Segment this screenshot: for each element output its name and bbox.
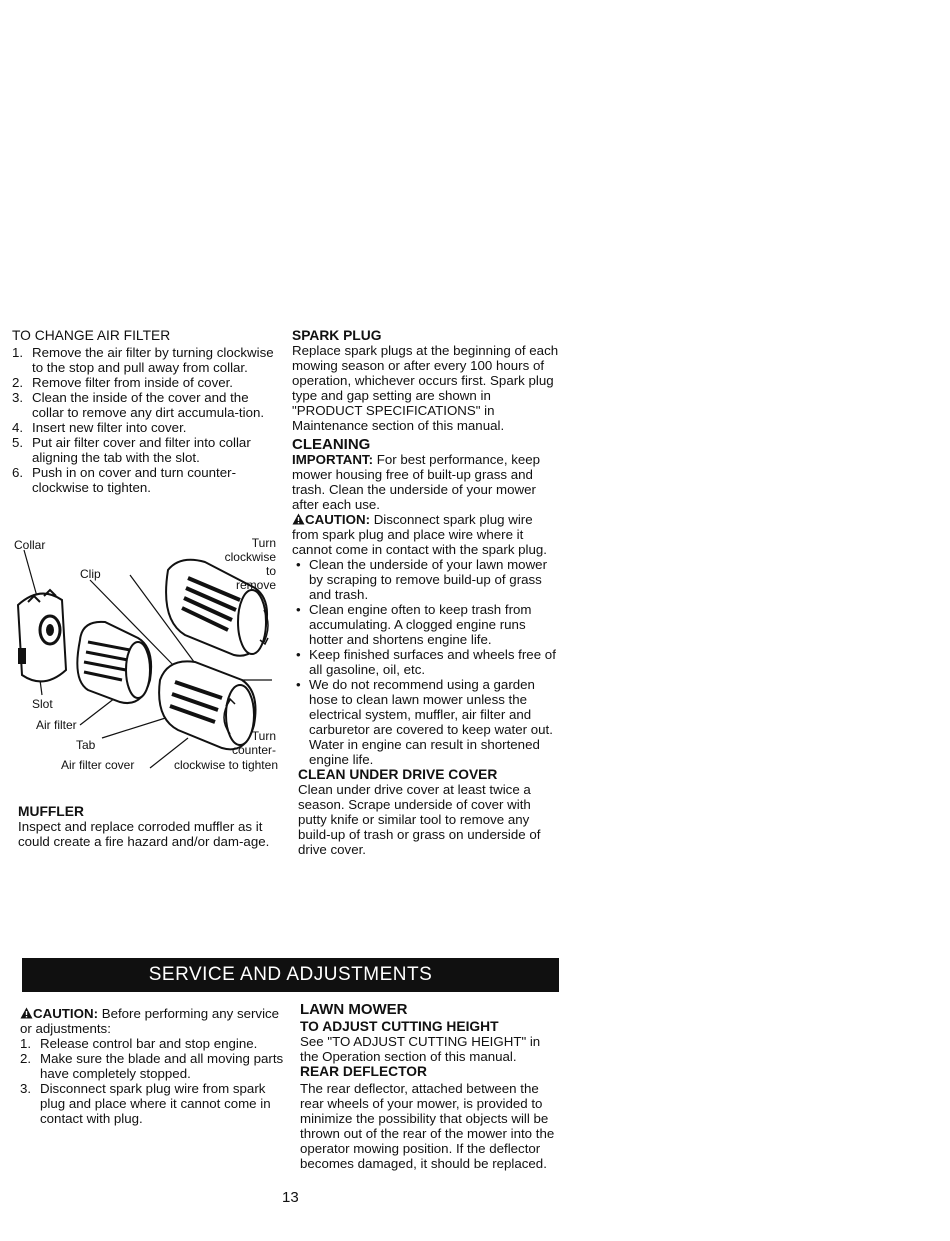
warning-icon bbox=[20, 1007, 33, 1019]
list-item: 2. Remove filter from inside of cover. bbox=[12, 375, 234, 390]
page-number: 13 bbox=[282, 1189, 299, 1206]
label-turn-ccw-1: Turn bbox=[251, 729, 276, 743]
spark-plug-title: SPARK PLUG bbox=[292, 328, 382, 343]
list-item: • Keep finished surfaces and wheels free of all gasoline, oil, etc. bbox=[296, 647, 556, 677]
list-item: 4. Insert new filter into cover. bbox=[12, 420, 187, 435]
bullet-icon: • bbox=[296, 602, 301, 617]
step-text: Put air filter cover and filter into collar aligning the tab with the slot. bbox=[32, 435, 251, 465]
label-turn-cw-2: clockwise bbox=[224, 550, 276, 564]
air-filter-steps bbox=[12, 345, 280, 495]
label-air-filter: Air filter bbox=[36, 718, 77, 732]
list-item: 1. Remove the air filter by turning clockwise to the stop and pull away from collar. bbox=[12, 345, 274, 375]
lawn-mower-title: LAWN MOWER bbox=[300, 1001, 408, 1018]
cover-bottom-shape bbox=[159, 661, 255, 749]
important-text: For best performance, keep mower housing free of built-up grass and trash. Clean the underside of your mower after each use. bbox=[292, 452, 541, 512]
section-banner bbox=[22, 958, 559, 992]
lawn-mower-section bbox=[300, 1002, 562, 1171]
label-turn-cw-1: Turn bbox=[251, 536, 276, 550]
bullet-icon: • bbox=[296, 557, 301, 572]
label-tab: Tab bbox=[76, 738, 96, 752]
list-item: 3. Clean the inside of the cover and the collar to remove any dirt accumula-tion. bbox=[12, 390, 265, 420]
service-caution-intro bbox=[20, 1006, 288, 1036]
drive-cover-title: CLEAN UNDER DRIVE COVER bbox=[298, 767, 498, 782]
spark-plug-text: Replace spark plugs at the beginning of each mowing season or after every 100 hours of operation, whichever occurs first. Spark plug type and gap setting are shown in "PRODUCT SPECIFICATIONS" in Maintenance section of this manual. bbox=[292, 343, 559, 433]
air-filter-diagram bbox=[10, 530, 285, 780]
caution-intro-text: Before performing any service or adjustments: bbox=[20, 1006, 280, 1036]
air-filter-title: TO CHANGE AIR FILTER bbox=[12, 328, 171, 343]
list-item: • We do not recommend using a garden hose to clean lawn mower unless the electrical system, muffler, air filter and carburetor are covered to keep water out. Water in engine can result in shortened engine life. bbox=[296, 677, 553, 767]
air-filter-section bbox=[12, 328, 280, 495]
cutting-height-text: See "TO ADJUST CUTTING HEIGHT" in the Operation section of this manual. bbox=[300, 1034, 541, 1064]
caution-label: CAUTION: bbox=[33, 1006, 98, 1021]
banner-title: SERVICE AND ADJUSTMENTS bbox=[148, 964, 433, 985]
step-text: Remove the air filter by turning clockwise to the stop and pull away from collar. bbox=[32, 345, 274, 375]
list-item: 3. Disconnect spark plug wire from spark plug and place where it cannot come in contact with plug. bbox=[20, 1081, 271, 1126]
muffler-title: MUFFLER bbox=[18, 804, 84, 819]
label-collar: Collar bbox=[14, 538, 46, 552]
muffler-section bbox=[18, 804, 280, 849]
service-caution-section bbox=[20, 1006, 288, 1126]
label-turn-cw-4: remove bbox=[235, 578, 276, 592]
label-turn-cw-3: to bbox=[265, 564, 276, 578]
important-label: IMPORTANT: bbox=[292, 452, 374, 467]
collar-shape bbox=[18, 590, 66, 681]
drive-cover-section bbox=[292, 767, 560, 857]
label-air-filter-cover: Air filter cover bbox=[61, 758, 135, 772]
right-column bbox=[292, 328, 560, 857]
rear-deflector-title: REAR DEFLECTOR bbox=[300, 1064, 427, 1079]
list-item: • Clean engine often to keep trash from accumulating. A clogged engine runs hotter and shortens engine life. bbox=[296, 602, 532, 647]
label-clip: Clip bbox=[80, 567, 101, 581]
label-turn-ccw-2: counter- bbox=[231, 743, 276, 757]
list-item: 1. Release control bar and stop engine. bbox=[20, 1036, 258, 1051]
cutting-height-title: TO ADJUST CUTTING HEIGHT bbox=[300, 1019, 499, 1034]
bullet-icon: • bbox=[296, 677, 301, 692]
list-item: 6. Push in on cover and turn counter-clockwise to tighten. bbox=[12, 465, 237, 495]
cleaning-important bbox=[292, 452, 560, 512]
cleaning-title: CLEANING bbox=[292, 436, 371, 453]
warning-icon bbox=[292, 513, 305, 525]
filter-shape bbox=[77, 622, 151, 703]
caution-text: Disconnect spark plug wire from spark plug and place wire where it cannot come in contact with the spark plug. bbox=[292, 512, 547, 557]
list-item: 2. Make sure the blade and all moving parts have completely stopped. bbox=[20, 1051, 284, 1081]
step-text: Clean the inside of the cover and the collar to remove any dirt accumula-tion. bbox=[32, 390, 265, 420]
cleaning-caution bbox=[292, 512, 560, 557]
label-turn-ccw-3: clockwise to tighten bbox=[173, 758, 278, 772]
cover-top-shape bbox=[166, 560, 268, 656]
step-text: Push in on cover and turn counter-clockwise to tighten. bbox=[32, 465, 237, 495]
rear-deflector-text: The rear deflector, attached between the rear wheels of your mower, is provided to minimize the possibility that objects will be thrown out of the rear of the mower into the operator mowing position. If the deflector becomes damaged, it should be replaced. bbox=[300, 1081, 555, 1171]
step-text: Insert new filter into cover. bbox=[32, 420, 187, 435]
cleaning-bullets bbox=[292, 557, 560, 767]
caution-label: CAUTION: bbox=[305, 512, 370, 527]
step-text: Remove filter from inside of cover. bbox=[32, 375, 234, 390]
label-slot: Slot bbox=[32, 697, 53, 711]
drive-cover-text: Clean under drive cover at least twice a season. Scrape underside of cover with putty knife or similar tool to remove any build-up of trash or grass on underside of drive cover. bbox=[298, 782, 541, 857]
list-item: • Clean the underside of your lawn mower by scraping to remove build-up of grass and trash. bbox=[296, 557, 547, 602]
bullet-icon: • bbox=[296, 647, 301, 662]
muffler-text: Inspect and replace corroded muffler as it could create a fire hazard and/or dam-age. bbox=[18, 819, 270, 849]
service-steps bbox=[20, 1036, 288, 1126]
list-item: 5. Put air filter cover and filter into collar aligning the tab with the slot. bbox=[12, 435, 251, 465]
